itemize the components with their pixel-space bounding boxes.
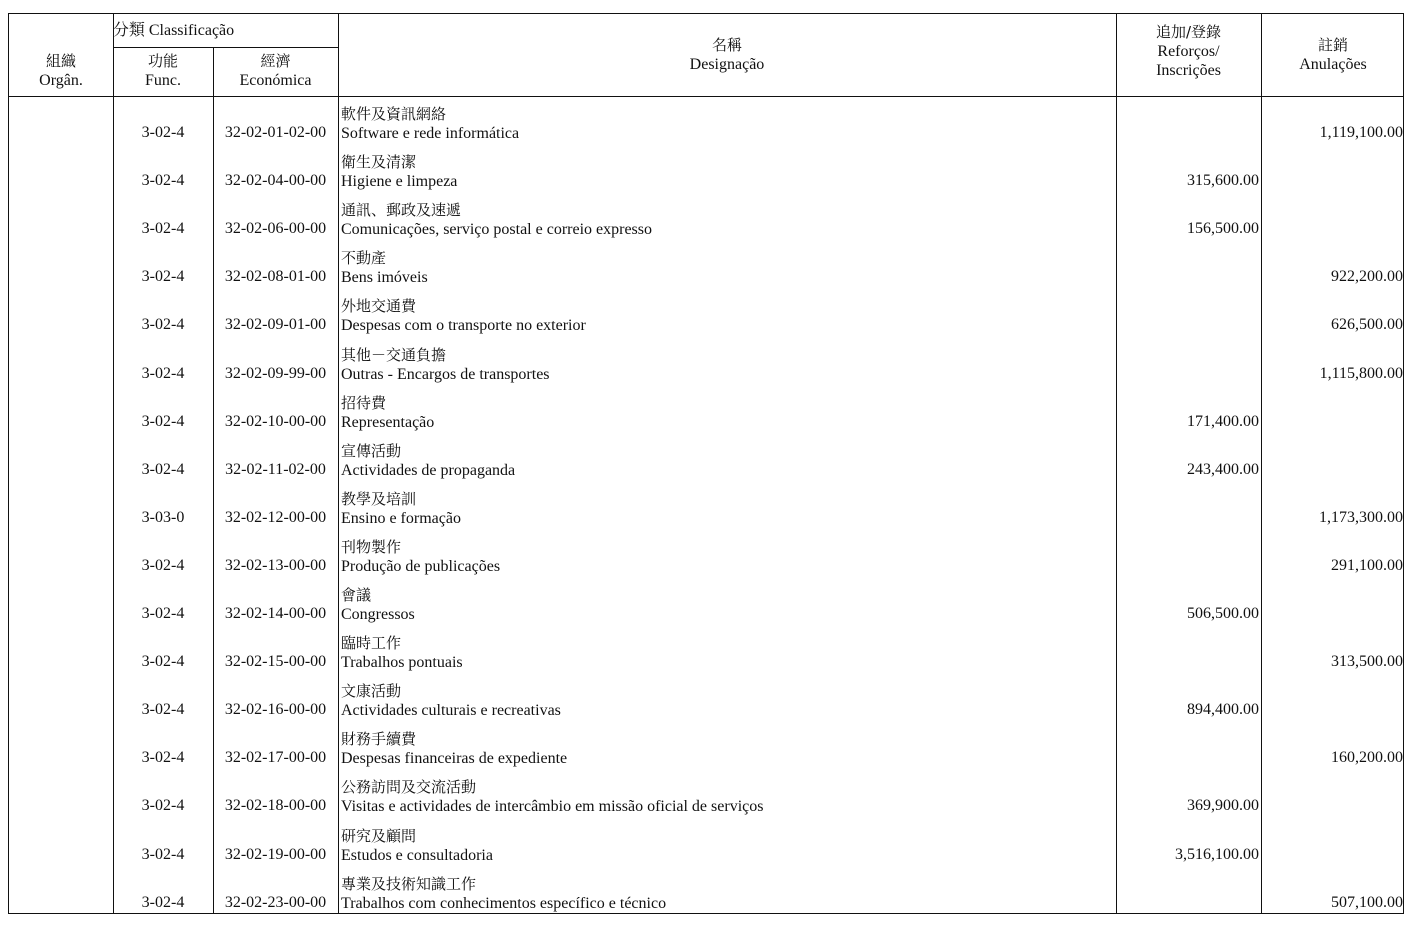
table-row <box>9 393 1405 447</box>
row-func: 3-02-4 <box>141 797 185 815</box>
row-designacao-pt: Higiene e limpeza <box>341 173 458 191</box>
row-designacao-zh: 招待費 <box>341 393 387 412</box>
row-func: 3-02-4 <box>141 556 185 574</box>
row-econ: 32-02-14-00-00 <box>224 605 327 622</box>
row-econ: 32-02-10-00-00 <box>224 412 327 430</box>
row-designacao-zh: 專業及技術知識工作 <box>341 874 477 893</box>
row-reforcos: 156,500.00 <box>1187 220 1259 238</box>
header-anulacoes-pt: Anulações <box>1299 56 1367 73</box>
table-row <box>9 249 1405 302</box>
row-func: 3-02-4 <box>141 316 185 334</box>
row-func: 3-02-4 <box>141 412 185 430</box>
row-designacao-zh: 會議 <box>341 586 372 604</box>
row-designacao-pt: Despesas com o transporte no exterior <box>341 317 586 335</box>
table-row <box>9 489 1405 543</box>
row-econ: 32-02-09-01-00 <box>224 316 327 334</box>
table-row <box>9 778 1405 831</box>
table-row <box>9 874 1405 928</box>
row-reforcos: 894,400.00 <box>1187 701 1259 719</box>
row-anulacoes: 922,200.00 <box>1331 268 1403 286</box>
row-designacao-zh: 公務訪問及交流活動 <box>341 778 477 797</box>
table-row <box>9 441 1405 495</box>
row-reforcos: 506,500.00 <box>1187 605 1259 622</box>
row-designacao-pt: Bens imóveis <box>341 269 428 287</box>
table-row <box>9 634 1405 687</box>
row-func: 3-02-4 <box>141 605 185 622</box>
header-reforcos-pt2: Inscrições <box>1156 62 1221 79</box>
row-econ: 32-02-06-00-00 <box>224 220 327 238</box>
row-designacao-pt: Trabalhos com conhecimentos específico e técnico <box>341 894 667 912</box>
row-anulacoes: 291,100.00 <box>1331 556 1403 574</box>
row-reforcos: 315,600.00 <box>1187 172 1259 190</box>
row-anulacoes: 1,115,800.00 <box>1319 364 1403 382</box>
row-func: 3-02-4 <box>141 701 185 719</box>
row-econ: 32-02-15-00-00 <box>224 653 327 671</box>
header-func <box>113 52 213 90</box>
row-anulacoes: 1,173,300.00 <box>1319 508 1403 526</box>
row-designacao-pt: Actividades culturais e recreativas <box>341 702 561 720</box>
header-divider <box>9 96 1403 97</box>
table-row <box>9 682 1405 735</box>
row-econ: 32-02-17-00-00 <box>224 749 327 767</box>
header-anulacoes <box>1261 36 1405 74</box>
table-row <box>9 201 1405 254</box>
header-designacao-pt: Designação <box>689 56 765 73</box>
row-anulacoes: 507,100.00 <box>1331 893 1403 911</box>
header-econ-zh: 經濟 <box>260 52 291 70</box>
row-designacao-zh: 外地交通費 <box>341 297 417 316</box>
row-designacao-zh: 通訊、郵政及速遞 <box>341 201 462 220</box>
row-econ: 32-02-11-02-00 <box>225 460 326 478</box>
row-designacao-zh: 教學及培訓 <box>341 489 417 508</box>
header-func-pt: Func. <box>145 72 181 89</box>
row-econ: 32-02-09-99-00 <box>224 364 327 382</box>
table-row <box>9 105 1405 158</box>
budget-table <box>8 13 1404 914</box>
row-designacao-pt: Software e rede informática <box>341 125 520 142</box>
row-func: 3-02-4 <box>141 268 185 286</box>
header-reforcos-pt1: Reforços/ <box>1157 43 1220 60</box>
row-designacao-zh: 軟件及資訊網絡 <box>341 105 447 123</box>
header-reforcos <box>1116 23 1261 80</box>
row-func: 3-02-4 <box>141 220 185 238</box>
row-func: 3-02-4 <box>141 845 185 863</box>
row-func: 3-02-4 <box>141 460 185 478</box>
row-designacao-pt: Visitas e actividades de intercâmbio em missão oficial de serviços <box>341 798 764 816</box>
row-designacao-zh: 文康活動 <box>341 682 402 701</box>
row-reforcos: 243,400.00 <box>1187 460 1259 478</box>
header-reforcos-zh: 追加/登錄 <box>1155 23 1222 41</box>
row-func: 3-02-4 <box>141 893 185 911</box>
row-econ: 32-02-16-00-00 <box>224 701 327 719</box>
row-designacao-zh: 不動產 <box>341 249 387 268</box>
row-designacao-zh: 臨時工作 <box>341 634 402 653</box>
row-designacao-pt: Despesas financeiras de expediente <box>341 750 568 768</box>
header-designacao <box>338 36 1116 74</box>
row-econ: 32-02-13-00-00 <box>224 556 327 574</box>
row-func: 3-02-4 <box>141 653 185 671</box>
header-organ-zh: 組織 <box>45 52 76 70</box>
header-classificacao: 分類 Classificação <box>112 22 235 39</box>
row-anulacoes: 1,119,100.00 <box>1319 124 1403 141</box>
row-designacao-pt: Produção de publicações <box>341 557 501 575</box>
row-func: 3-02-4 <box>141 124 185 141</box>
table-row <box>9 730 1405 783</box>
row-designacao-pt: Comunicações, serviço postal e correio expresso <box>341 221 653 239</box>
header-econ-pt: Económica <box>239 72 312 89</box>
row-econ: 32-02-08-01-00 <box>224 268 327 286</box>
row-designacao-zh: 刊物製作 <box>341 537 402 556</box>
row-designacao-zh: 衛生及清潔 <box>341 153 417 172</box>
row-func: 3-02-4 <box>141 749 185 767</box>
row-anulacoes: 160,200.00 <box>1331 749 1403 767</box>
row-econ: 32-02-18-00-00 <box>224 797 327 815</box>
row-func: 3-03-0 <box>141 508 185 526</box>
row-econ: 32-02-19-00-00 <box>224 845 327 863</box>
row-designacao-pt: Actividades de propaganda <box>341 461 516 479</box>
row-designacao-pt: Estudos e consultadoria <box>341 846 493 864</box>
row-designacao-pt: Outras - Encargos de transportes <box>341 365 550 383</box>
row-designacao-zh: 宣傳活動 <box>341 441 402 460</box>
row-anulacoes: 626,500.00 <box>1331 316 1403 334</box>
table-row <box>9 537 1405 591</box>
table-row <box>9 153 1405 206</box>
header-anulacoes-zh: 註銷 <box>1317 36 1348 54</box>
row-econ: 32-02-04-00-00 <box>224 172 327 190</box>
table-row <box>9 345 1405 399</box>
header-organ <box>9 52 113 90</box>
row-designacao-zh: 財務手續費 <box>341 730 417 749</box>
row-designacao-pt: Ensino e formação <box>341 509 461 527</box>
row-reforcos: 171,400.00 <box>1187 412 1259 430</box>
header-designacao-zh: 名稱 <box>711 36 742 54</box>
row-reforcos: 3,516,100.00 <box>1175 845 1259 863</box>
row-anulacoes: 313,500.00 <box>1331 653 1403 671</box>
row-designacao-pt: Representação <box>341 413 435 431</box>
header-organ-pt: Orgân. <box>39 72 83 89</box>
row-designacao-pt: Congressos <box>341 606 415 623</box>
header-func-zh: 功能 <box>147 52 178 70</box>
header-econ <box>213 52 338 90</box>
row-econ: 32-02-01-02-00 <box>224 124 327 141</box>
table-row <box>9 586 1405 639</box>
row-designacao-pt: Trabalhos pontuais <box>341 654 463 672</box>
row-func: 3-02-4 <box>141 172 185 190</box>
row-econ: 32-02-23-00-00 <box>224 893 327 911</box>
row-reforcos: 369,900.00 <box>1187 797 1259 815</box>
table-row <box>9 826 1405 880</box>
table-row <box>9 297 1405 350</box>
row-func: 3-02-4 <box>141 364 185 382</box>
row-designacao-zh: 研究及顧問 <box>341 826 417 845</box>
row-designacao-zh: 其他－交通負擔 <box>341 345 447 364</box>
row-econ: 32-02-12-00-00 <box>224 508 327 526</box>
